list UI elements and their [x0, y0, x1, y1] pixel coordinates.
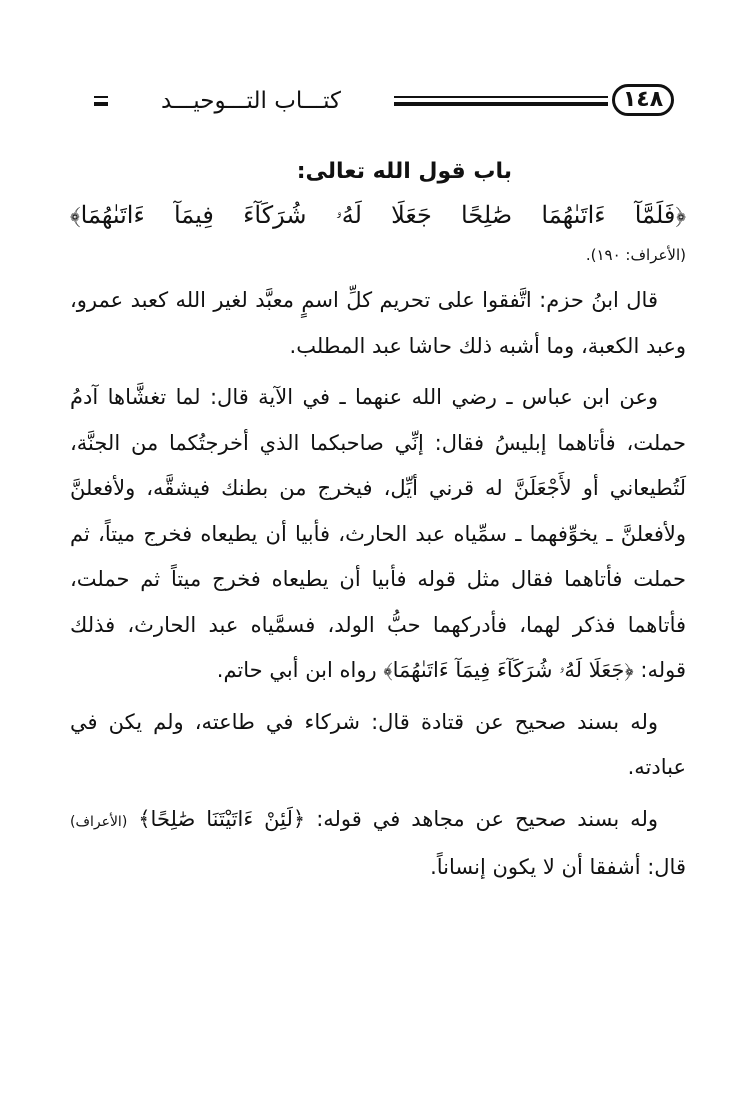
paragraph-mujahid-text: وله بسند صحيح عن مجاهد في قوله:: [316, 806, 658, 831]
page-number: ١٤٨: [612, 84, 674, 116]
narration-source: رواه ابن أبي حاتم.: [216, 658, 377, 682]
paragraph-ibn-abbas: [70, 375, 686, 694]
paragraph-ibn-hazm: قال ابنُ حزم: اتَّفقوا على تحريم كلِّ اسمٍ معبَّد لغير الله كعبد عمرو، وعبد الكعبة، وما أشبه ذلك حاشا عبد المطلب.: [70, 288, 686, 358]
paragraph-ibn-abbas-text: وعن ابن عباس ـ رضي الله عنهما ـ في الآية قال: لما تغشَّاها آدمُ حملت، فأتاهما إبليسُ فقال: إنِّي صاحبكما الذي أخرجتُكما من الجنَّة، لَتُطيعاني أو لأَجْعَلَنَّ له قرني أيِّل، فيخرج من بطنك فيشقَّه، ولأفعلنَّ ولأفعلنَّ ـ يخوِّفهما ـ سمِّياه عبد الحارث، فأبيا أن يطيعاه فخرج ميتاً، ثم حملت فأتاهما فقال مثل قوله فأبيا أن يطيعاه فخرج ميتاً ثم حملت، فأتاهما فذكر لهما، فأدركهما حبُّ الولد، فسمَّياه عبد الحارث، فذلك قوله:: [70, 385, 686, 682]
paragraph-qatada: وله بسند صحيح عن قتادة قال: شركاء في طاعته، ولم يكن في عبادته.: [70, 709, 686, 779]
quran-quote-mujahid: ﴿لَئِنْ ءَاتَيْتَنَا صَٰلِحًا﴾: [138, 806, 306, 831]
book-title: كتـــاب التـــوحيـــد: [161, 88, 341, 114]
quran-verse: ﴿فَلَمَّآ ءَاتَىٰهُمَا صَٰلِحًا جَعَلَا لَهُۥ شُرَكَآءَ فِيمَآ ءَاتَىٰهُمَا﴾: [70, 201, 686, 229]
running-header: [72, 86, 682, 126]
header-rule-right: [394, 96, 608, 106]
quran-quote: ﴿جَعَلَا لَهُۥ شُرَكَآءَ فِيمَآ ءَاتَىٰهُمَا﴾: [383, 658, 634, 682]
paragraph-mujahid-conclusion: قال: أشفقا أن لا يكون إنساناً.: [430, 855, 686, 879]
verse-reference: (الأعراف: ١٩٠).: [585, 246, 686, 264]
page-body: [70, 152, 686, 891]
chapter-title: باب قول الله تعالى:: [296, 159, 512, 184]
header-rule-left: [94, 96, 108, 106]
paragraph-mujahid: [70, 797, 686, 891]
surah-reference: (الأعراف): [70, 813, 128, 830]
